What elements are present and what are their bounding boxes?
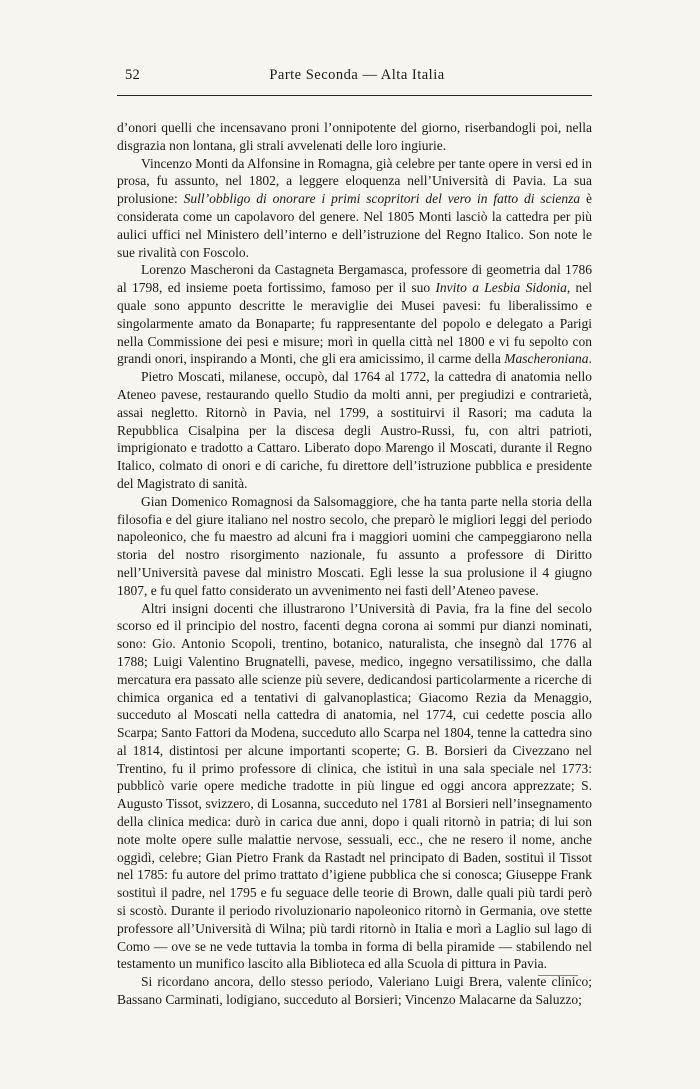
printer-mark <box>538 975 578 976</box>
paragraph-si-ricordano: Si ricordano ancora, dello stesso periodo, Valeriano Luigi Brera, valente clinico; Bassano Carminati, lodigiano, succeduto al Borsieri; Vincenzo Malacarne da Saluzzo; <box>117 974 592 1008</box>
paragraph-continued: d’onori quelli che incensavano proni l’onnipotente del giorno, riserbandogli poi, nella disgrazia non lontana, gli strali avvelenati delle loro ingiurie. <box>117 120 592 153</box>
paragraph-mascheroni-end: . <box>588 351 592 367</box>
paragraph-moscati: Pietro Moscati, milanese, occupò, dal 1764 al 1772, la cattedra di anatomia nello Ateneo pavese, restaurando quello Studio da molti anni, per pregiudizi e contrarietà, assai negletto. Ritornò in Pavia, nel 1799, a sostituirvi il Rasori; ma caduta la Repubblica Cisalpina per la discesa degli Austro-Russi, fu, con altri patrioti, imprigionato e tradotto a Cattaro. Liberato dopo Marengo il Moscati, durante il Regno Italico, colmato di onori e di cariche, fu direttore dell’istruzione pubblica e presidente del Magistrato di sanità. <box>117 369 592 491</box>
paragraph-mascheroni-text: Lorenzo Mascheroni da Castagneta Bergamasca, professore di geometria dal 1786 al 1798, ed insieme poeta fortissimo, famoso per il suo <box>117 262 592 296</box>
header-rule <box>117 95 592 96</box>
mascheroni-poem-title: Invito a Lesbia Sidonia <box>435 280 567 296</box>
paragraph-monti <box>117 155 592 262</box>
paragraph-altri-docenti: Altri insigni docenti che illustrarono l’Università di Pavia, fra la fine del secolo scorso ed il principio del nostro, facenti degna corona ai sommi pur dianzi nominati, sono: Gio. Antonio Scopoli, trentino, botanico, naturalista, che insegnò dal 1776 al 1788; Luigi Valentino Brugnatelli, pavese, medico, ingegno versatilissimo, che dalla mercatura era passato alle scienze più severe, dedicandosi particolarmente a ricerche di chimica organica ed a tentativi di galvanoplastica; Giacomo Rezia da Menaggio, succeduto al Moscati nella cattedra di anatomia, nel 1774, cui cedette poscia allo Scarpa; Santo Fattori da Modena, succeduto allo Scarpa nel 1804, tenne la cattedra sino al 1814, distintosi per alcune importanti scoperte; G. B. Borsieri da Civezzano nel Trentino, fu il primo professore di clinica, che istituì in una sala speciale nel 1773: pubblicò varie opere mediche tradotte in più lingue ed oggi ancora apprezzate; S. Augusto Tissot, svizzero, di Losanna, succeduto nel 1781 al Borsieri nell’insegnamento della clinica medica: durò in carica due anni, dopo i quali ritornò in patria; di lui son note molte opere sulle malattie nervose, sessuali, ecc., che ne resero il nome, anche oggidì, celebre; Gian Pietro Frank da Rastadt nel principato di Baden, sostituì il Tissot nel 1785: fu autore del primo trattato d’igiene pubblica che si conosca; Giuseppe Frank sostituì il padre, nel 1795 e fu seguace delle teorie di Brown, dalle quali più tardi però si scostò. Durante il periodo rivoluzionario napoleonico ritornò in Germania, ove stette professore all’Università di Wilna; più tardi ritornò in Italia e morì a Laglio sul lago di Como — ove se ne vede tuttavia la tomba in forma di bella piramide — stabilendo nel testamento un munifico lascito alla Biblioteca ed alla Scuola di pittura in Pavia. <box>117 600 592 972</box>
body-text <box>117 119 592 1009</box>
page-number: 52 <box>125 67 141 83</box>
paragraph-monti-text: Vincenzo Monti da Alfonsine in Romagna, già celebre per tante opere in versi ed in prosa, fu assunto, nel 1802, a leggere eloquenza nell’Università di Pavia. La sua prolusione: <box>117 155 592 207</box>
paragraph-mascheroni <box>117 261 592 368</box>
paragraph-mascheroni-mid: , nel quale sono appunto descritte le meraviglie dei Musei pavesi: fu liberalissimo e singolarmente amato da Bonaparte; fu rappresentante del popolo e delegato a Parigi nella Commissione dei pesi e misure; morì in quella città nel 1800 e vi fu sepolto con grandi onori, inspirando a Monti, che gli era amicissimo, il carme della <box>117 280 592 367</box>
running-head <box>125 67 589 89</box>
monti-prolusion-title: Sull’obbligo di onorare i primi scopritori del vero in fatto di scienza <box>183 191 581 207</box>
paragraph-romagnosi: Gian Domenico Romagnosi da Salsomaggiore, che ha tanta parte nella storia della filosofia e del giure italiano nel nostro secolo, che preparò le migliori leggi del periodo napoleonico, che fu maestro ad alcuni fra i maggiori uomini che campeggiarono nella storia del nostro risorgimento nazionale, fu assunto a professore di Diritto nell’Università pavese dal ministro Moscati. Egli lesse la sua prolusione il 4 giugno 1807, e fu quel fatto considerato un avvenimento nei fasti dell’Ateneo pavese. <box>117 493 592 598</box>
paragraph-monti-rest: è considerata come un capolavoro del genere. Nel 1805 Monti lasciò la cattedra per più aulici uffici nel Ministero dell’interno e dell’istruzione del Regno Italico. Son note le sue rivalità con Foscolo. <box>117 191 592 260</box>
running-title: Parte Seconda — Alta Italia <box>269 67 445 83</box>
mascheroniana-title: Mascheroniana <box>504 351 589 367</box>
